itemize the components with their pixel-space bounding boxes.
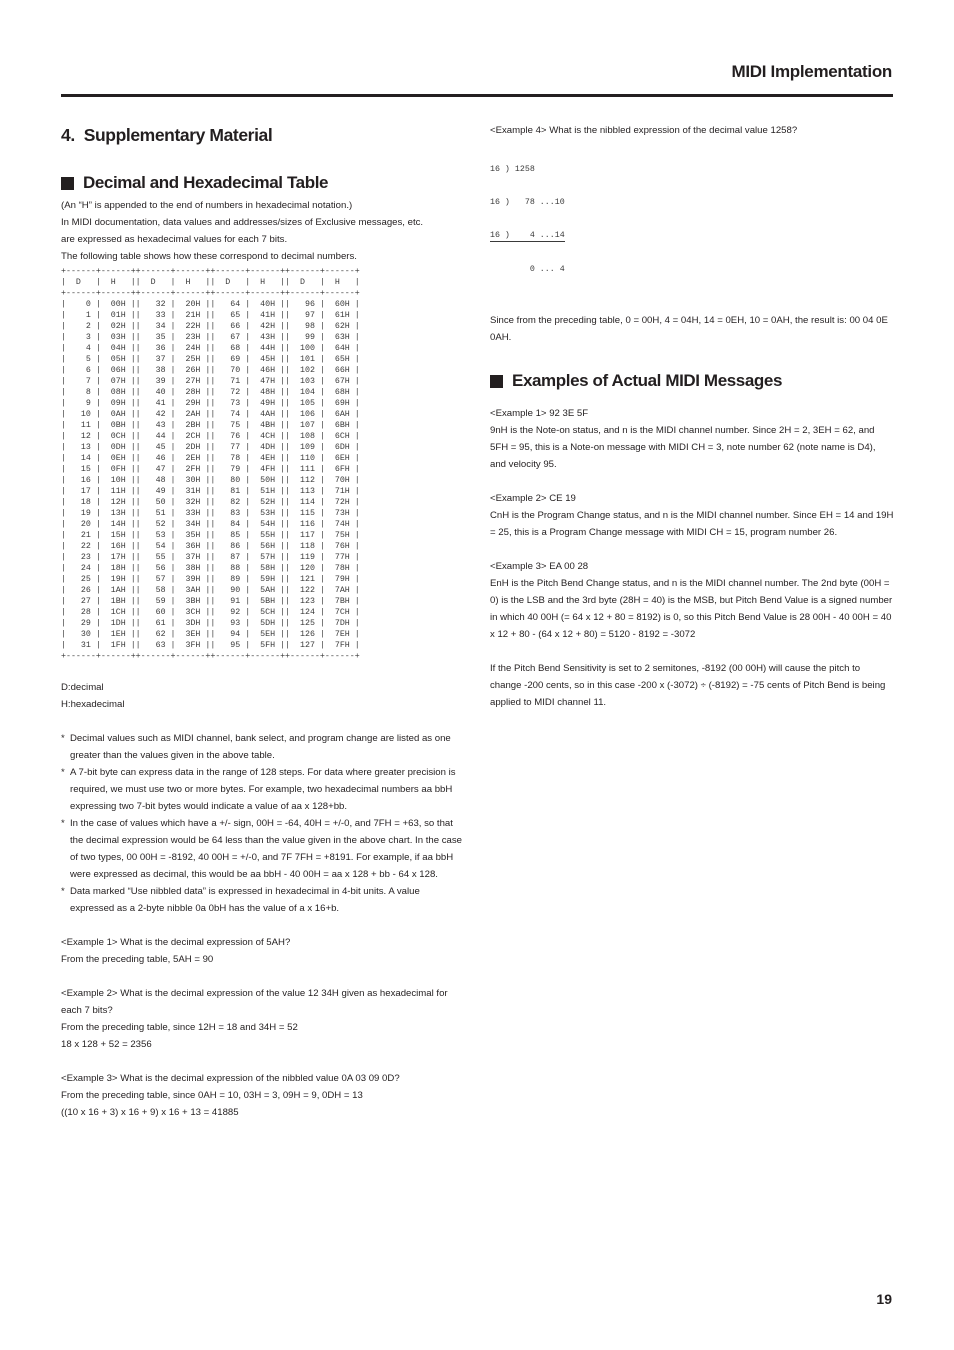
example-3-question: <Example 3> What is the decimal expression of the nibbled value 0A 03 09 0D? (61, 1073, 400, 1084)
example-2-result: 18 x 128 + 52 = 2356 (61, 1039, 152, 1050)
note-item: * Data marked “Use nibbled data” is expressed in hexadecimal in 4-bit units. A value expressed as a 2-byte nibble 0a 0bH has the value of a x 16+b. (61, 883, 463, 917)
midi-example-1-title: <Example 1> 92 3E 5F (490, 408, 589, 419)
example-3-answer: From the preceding table, since 0AH = 10, 03H = 3, 09H = 9, 0DH = 13 (61, 1090, 363, 1101)
example-4-result: Since from the preceding table, 0 = 00H, 4 = 04H, 14 = 0EH, 10 = 0AH, the result is: 00 04 0E 0AH. (490, 315, 888, 343)
legend-decimal: D:decimal (61, 682, 104, 693)
long-division (490, 142, 894, 297)
division-line: 16 ) 4 ...14 (490, 231, 565, 240)
actual-midi-heading (490, 370, 894, 392)
asterisk-icon: * (61, 767, 65, 778)
asterisk-icon: * (61, 818, 65, 829)
actual-midi-heading-text: Examples of Actual MIDI Messages (512, 371, 782, 390)
pitch-bend-note: If the Pitch Bend Sensitivity is set to 2 semitones, -8192 (00 00H) will cause the pitch to change -200 cents, so in this case -200 x (-3072) ÷ (-8192) = -75 cents of Pitch Bend is being applied to MIDI channel 11. (490, 663, 886, 708)
intro-line: The following table shows how these correspond to decimal numbers. (61, 251, 357, 262)
decimal-hex-heading (61, 172, 463, 194)
left-column (61, 122, 463, 1121)
division-line: 16 ) 78 ...10 (490, 198, 565, 207)
note-item: * Decimal values such as MIDI channel, bank select, and program change are listed as one greater than the values given in the above table. (61, 730, 463, 764)
legend-hex: H:hexadecimal (61, 699, 125, 710)
square-bullet-icon (61, 177, 74, 190)
example-1-answer: From the preceding table, 5AH = 90 (61, 954, 214, 965)
intro-line: are expressed as hexadecimal values for each 7 bits. (61, 234, 288, 245)
square-bullet-icon (490, 375, 503, 388)
note-item: * In the case of values which have a +/- sign, 00H = -64, 40H = +/-0, and 7FH = +63, so that the decimal expression would be 64 less than the value given in the above chart. In the case of two types, 00 00H = -8192, 40 00H = +/-0, and 7F 7FH = +8191. For example, if aa bbH were expressed as decimal, this would be aa bbH - 40 00H = aa x 128 + bb - 64 x 128. (61, 815, 463, 883)
page-header-title: MIDI Implementation (731, 62, 892, 81)
midi-example-1-body: 9nH is the Note-on status, and n is the MIDI channel number. Since 2H = 2, 3EH = 62, and 5FH = 95, this is a Note-on message with MIDI CH = 3, note number 62 (note name is D4), and velocity 95. (490, 425, 876, 470)
asterisk-icon: * (61, 886, 65, 897)
midi-example-2-title: <Example 2> CE 19 (490, 493, 576, 504)
example-2-question: <Example 2> What is the decimal expression of the value 12 34H given as hexadecimal for each 7 bits? (61, 988, 448, 1016)
example-2-answer: From the preceding table, since 12H = 18 and 34H = 52 (61, 1022, 298, 1033)
midi-example-3-title: <Example 3> EA 00 28 (490, 561, 589, 572)
example-3-result: ((10 x 16 + 3) x 16 + 9) x 16 + 13 = 41885 (61, 1107, 239, 1118)
midi-example-3-body: EnH is the Pitch Bend Change status, and n is the MIDI channel number. The 2nd byte (00H = 0) is the LSB and the 3rd byte (28H = 40) is the MSB, but Pitch Bend Value is a signed number in which 40 00H (= 64 x 12 + 80 = 8192) is 0, so this Pitch Bend Value is 28 00H - 40 00H = 40 x 12 + 80 - (64 x 12 + 80) = 5120 - 8192 = -3072 (490, 578, 893, 640)
note-item: * A 7-bit byte can express data in the range of 128 steps. For data where greater precision is required, we must use two or more bytes. For example, two hexadecimal numbers aa bbH expressing two 7-bit bytes would indicate a value of aa x 128+bb. (61, 764, 463, 815)
asterisk-icon: * (61, 733, 65, 744)
header-rule (61, 94, 893, 97)
decimal-hex-table: +------+------++------+------++------+------++------+------+ | D | H || D | H || D | H || D | H | +------+------++------+------++------+------++------+------+ | 0 | 00H || 32 | 20H || 64 | 40H || 96 | 60H | | 1 | 01H || 33 | 21H || 65 | 41H || 97 | 61H | | 2 | 02H || 34 | 22H || 66 | 42H || 98 | 62H | | 3 | 03H || 35 | 23H || 67 | 43H || 99 | 63H | | 4 | 04H || 36 | 24H || 68 | 44H || 100 | 64H | | 5 | 05H || 37 | 25H || 69 | 45H || 101 | 65H | | 6 | 06H || 38 | 26H || 70 | 46H || 102 | 66H | | 7 | 07H || 39 | 27H || 71 | 47H || 103 | 67H | | 8 | 08H || 40 | 28H || 72 | 48H || 104 | 68H | | 9 | 09H || 41 | 29H || 73 | 49H || 105 | 69H | | 10 | 0AH || 42 | 2AH || 74 | 4AH || 106 | 6AH | | 11 | 0BH || 43 | 2BH || 75 | 4BH || 107 | 6BH | | 12 | 0CH || 44 | 2CH || 76 | 4CH || 108 | 6CH | | 13 | 0DH || 45 | 2DH || 77 | 4DH || 109 | 6DH | | 14 | 0EH || 46 | 2EH || 78 | 4EH || 110 | 6EH | | 15 | 0FH || 47 | 2FH || 79 | 4FH || 111 | 6FH | | 16 | 10H || 48 | 30H || 80 | 50H || 112 | 70H | | 17 | 11H || 49 | 31H || 81 | 51H || 113 | 71H | | 18 | 12H || 50 | 32H || 82 | 52H || 114 | 72H | | 19 | 13H || 51 | 33H || 83 | 53H || 115 | 73H | | 20 | 14H || 52 | 34H || 84 | 54H || 116 | 74H | | 21 | 15H || 53 | 35H || 85 | 55H || 117 | 75H | | 22 | 16H || 54 | 36H || 86 | 56H || 118 | 76H | | 23 | 17H || 55 | 37H || 87 | 57H || 119 | 77H | | 24 | 18H || 56 | 38H || 88 | 58H || 120 | 78H | | 25 | 19H || 57 | 39H || 89 | 59H || 121 | 79H | | 26 | 1AH || 58 | 3AH || 90 | 5AH || 122 | 7AH | | 27 | 1BH || 59 | 3BH || 91 | 5BH || 123 | 7BH | | 28 | 1CH || 60 | 3CH || 92 | 5CH || 124 | 7CH | | 29 | 1DH || 61 | 3DH || 93 | 5DH || 125 | 7DH | | 30 | 1EH || 62 | 3EH || 94 | 5EH || 126 | 7EH | | 31 | 1FH || 63 | 3FH || 95 | 5FH || 127 | 7FH | +------+------++------+------++------+------++------+------+ (61, 267, 360, 661)
right-column (490, 122, 894, 711)
notes-list (61, 730, 463, 917)
intro-line: In MIDI documentation, data values and addresses/sizes of Exclusive messages, etc. (61, 217, 424, 228)
midi-example-2-body: CnH is the Program Change status, and n is the MIDI channel number. Since EH = 14 and 19H = 25, this is a Program Change message with MIDI CH = 15, program number 26. (490, 510, 894, 538)
example-1-question: <Example 1> What is the decimal expression of 5AH? (61, 937, 291, 948)
intro-line: (An “H” is appended to the end of numbers in hexadecimal notation.) (61, 200, 353, 211)
example-4-question: <Example 4> What is the nibbled expression of the decimal value 1258? (490, 125, 798, 136)
decimal-hex-heading-text: Decimal and Hexadecimal Table (83, 173, 329, 192)
page-number: 19 (876, 1291, 892, 1307)
section-title: 4. Supplementary Material (61, 125, 273, 145)
division-line: 16 ) 1258 (490, 165, 535, 174)
division-line: 0 ... 4 (490, 265, 565, 274)
